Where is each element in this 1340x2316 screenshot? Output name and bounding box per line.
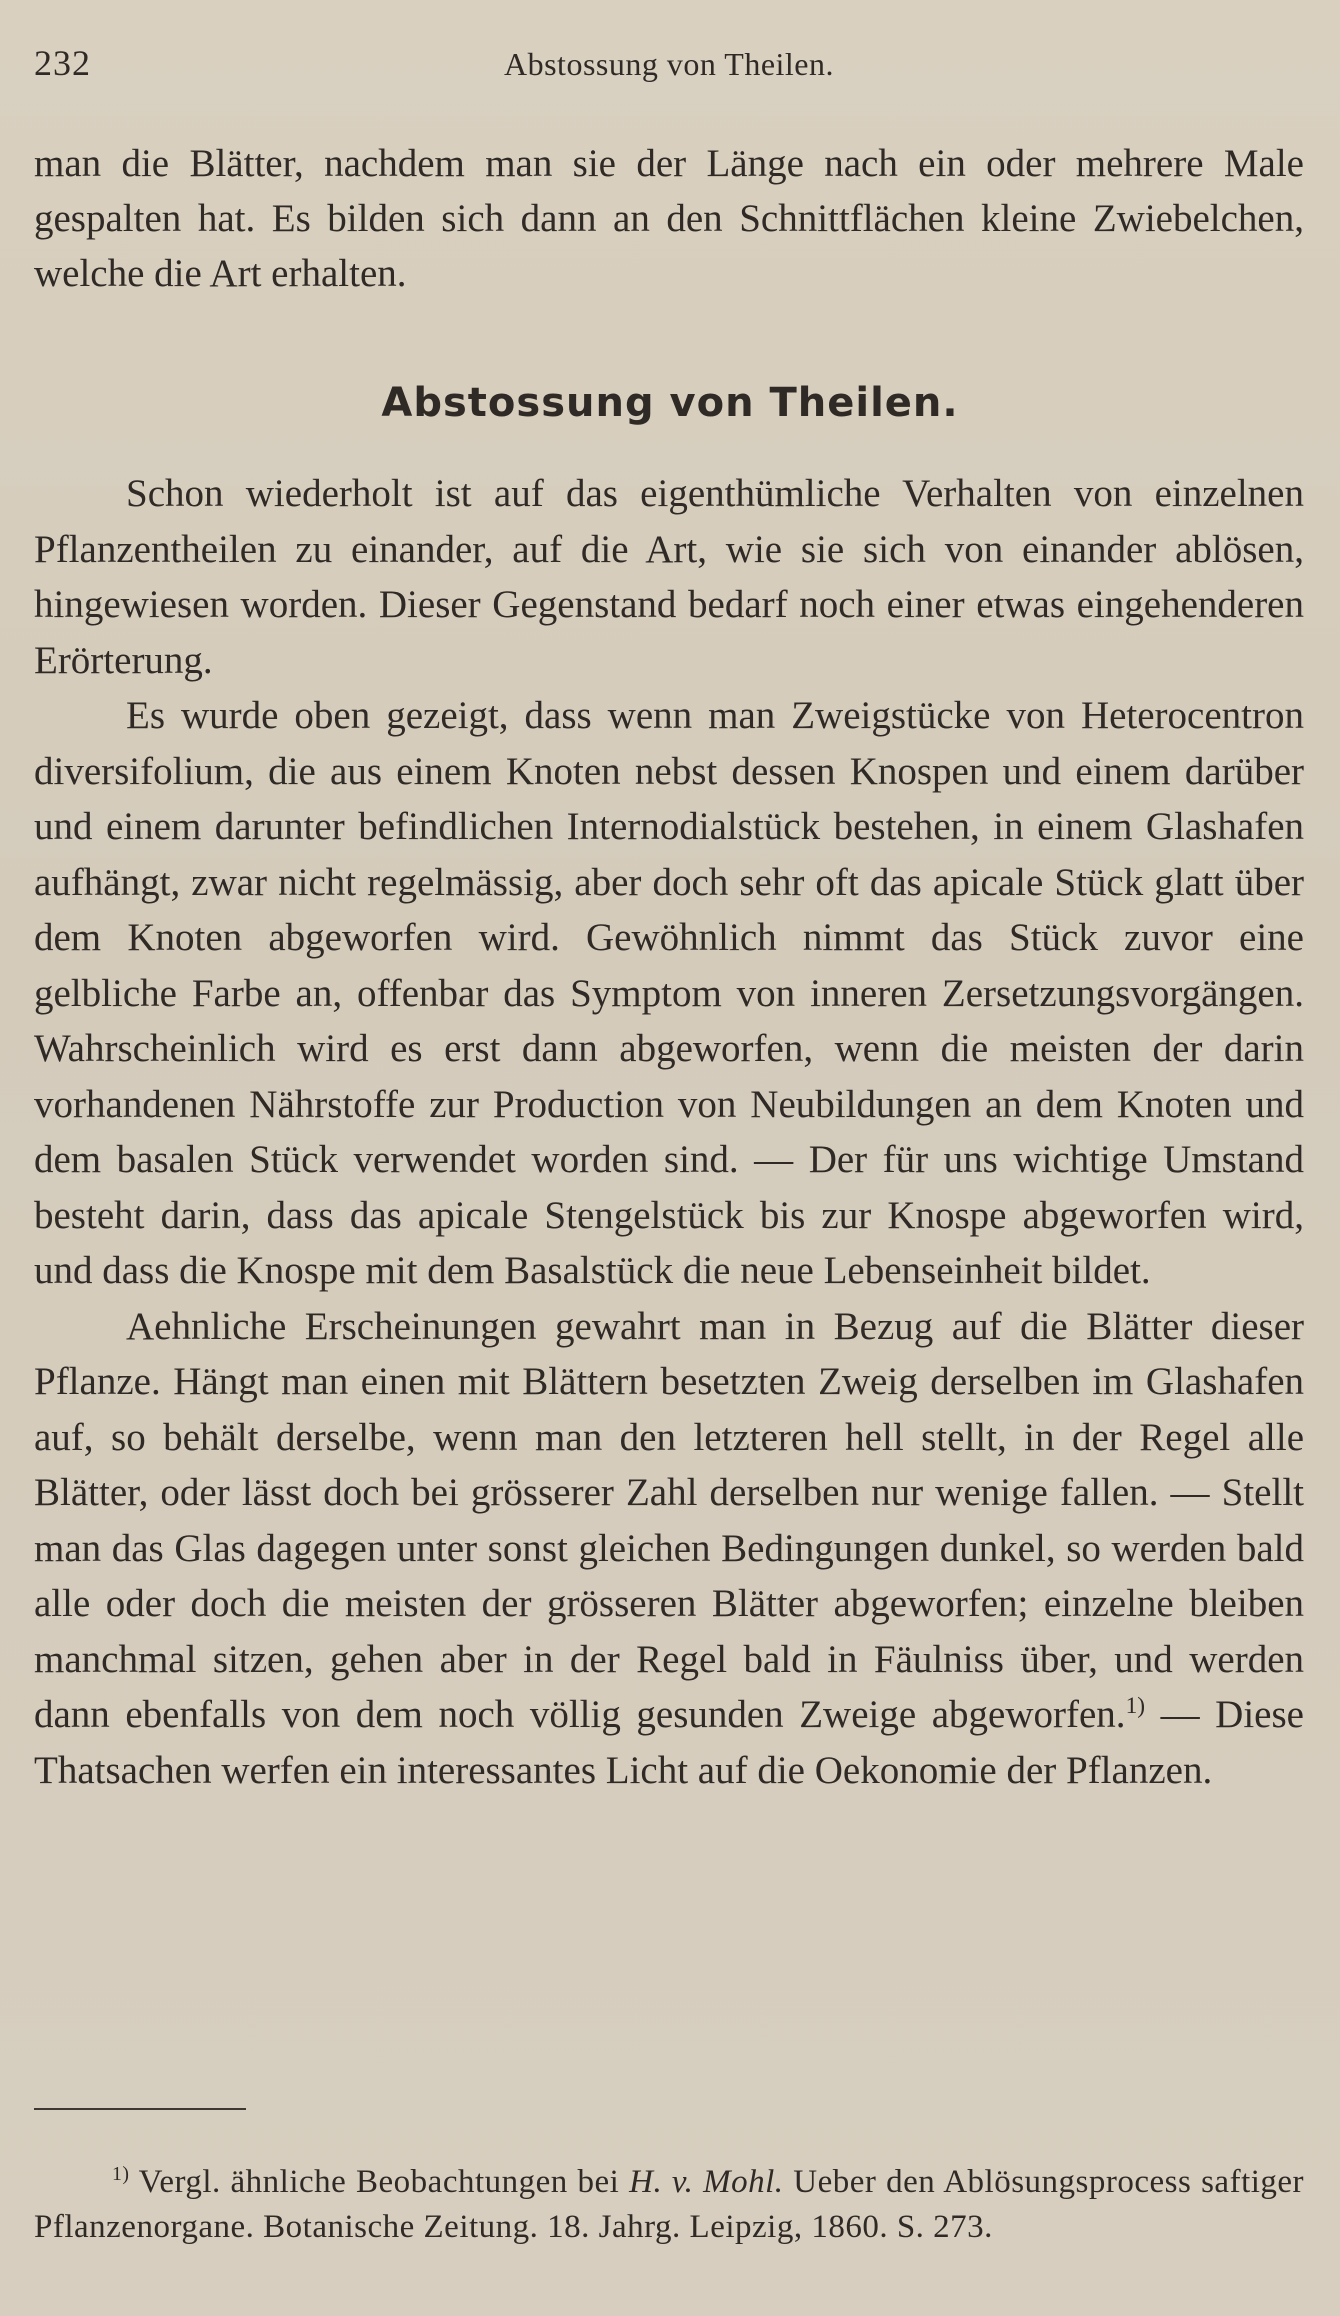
section-heading: Abstossung von Theilen. [381,380,959,426]
footnote-text-before: Vergl. ähnliche Beobachtungen bei [138,2164,620,2200]
page-number: 232 [34,43,91,83]
footnote-marker: 1) [112,2163,130,2185]
footnote-text-after: Ueber den Ablösungsprocess saftiger Pflanzenorgane. Botanische Zeitung. 18. Jahrg. Leipzig, 1860. S. 273. [34,2164,1305,2245]
section-body [34,466,1304,1798]
paragraph-1: Schon wiederholt ist auf das eigenthümliche Verhalten von einzelnen Pflanzentheilen zu einander, auf die Art, wie sie sich von einander ablösen, hingewiesen worden. Dieser Gegenstand bedarf noch einer etwas eingehenderen Erörterung. [34,472,1304,682]
paragraph-3-end: — Diese Thatsachen werfen ein interessantes Licht auf die Oekonomie der Pflanzen. [34,1693,1304,1792]
intro-paragraph-block [34,136,1304,301]
footnote-divider [34,2108,246,2110]
footnote-author: H. v. Mohl. [629,2164,784,2200]
paragraph-2: Es wurde oben gezeigt, dass wenn man Zweigstücke von Heterocentron diversifolium, die aus einem Knoten nebst dessen Knospen und einem darüber und einem darunter befindlichen Internodialstück bestehen, in einem Glashafen aufhängt, zwar nicht regelmässig, aber doch sehr oft das apicale Stück glatt über dem Knoten abgeworfen wird. Gewöhnlich nimmt das Stück zuvor eine gelbliche Farbe an, offenbar das Symptom von inneren Zersetzungsvorgängen. Wahrscheinlich wird es erst dann abgeworfen, wenn die meisten der darin vorhandenen Nährstoffe zur Production von Neubildungen an dem Knoten und dem basalen Stück verwendet worden sind. — Der für uns wichtige Umstand besteht darin, dass das apicale Stengelstück bis zur Knospe abgeworfen wird, und dass die Knospe mit dem Basalstück die neue Lebenseinheit bildet. [34,694,1304,1292]
page-header [34,42,1304,86]
paragraph-3-text: Aehnliche Erscheinungen gewahrt man in Bezug auf die Blätter dieser Pflanze. Hängt man einen mit Blättern besetzten Zweig derselben im Glashafen auf, so behält derselbe, wenn man den letzteren hell stellt, in der Regel alle Blätter, oder lässt doch bei grösserer Zahl derselben nur wenige fallen. — Stellt man das Glas dagegen unter sonst gleichen Bedingungen dunkel, so werden bald alle oder doch die meisten der grösseren Blätter abgeworfen; einzelne bleiben manchmal sitzen, gehen aber in der Regel bald in Fäulniss über, und werden dann ebenfalls von dem noch völlig gesunden Zweige abgeworfen. [34,1304,1304,1736]
footnote-text [34,2160,1304,2250]
footnote [34,2160,1304,2250]
intro-paragraph: man die Blätter, nachdem man sie der Länge nach ein oder mehrere Male gespalten hat. Es bilden sich dann an den Schnittflächen kleine Zwiebelchen, welche die Art erhalten. [34,142,1304,295]
running-head: Abstossung von Theilen. [503,46,834,82]
paragraph-3 [34,1299,1304,1799]
footnote-reference[interactable]: 1) [1125,1693,1146,1719]
